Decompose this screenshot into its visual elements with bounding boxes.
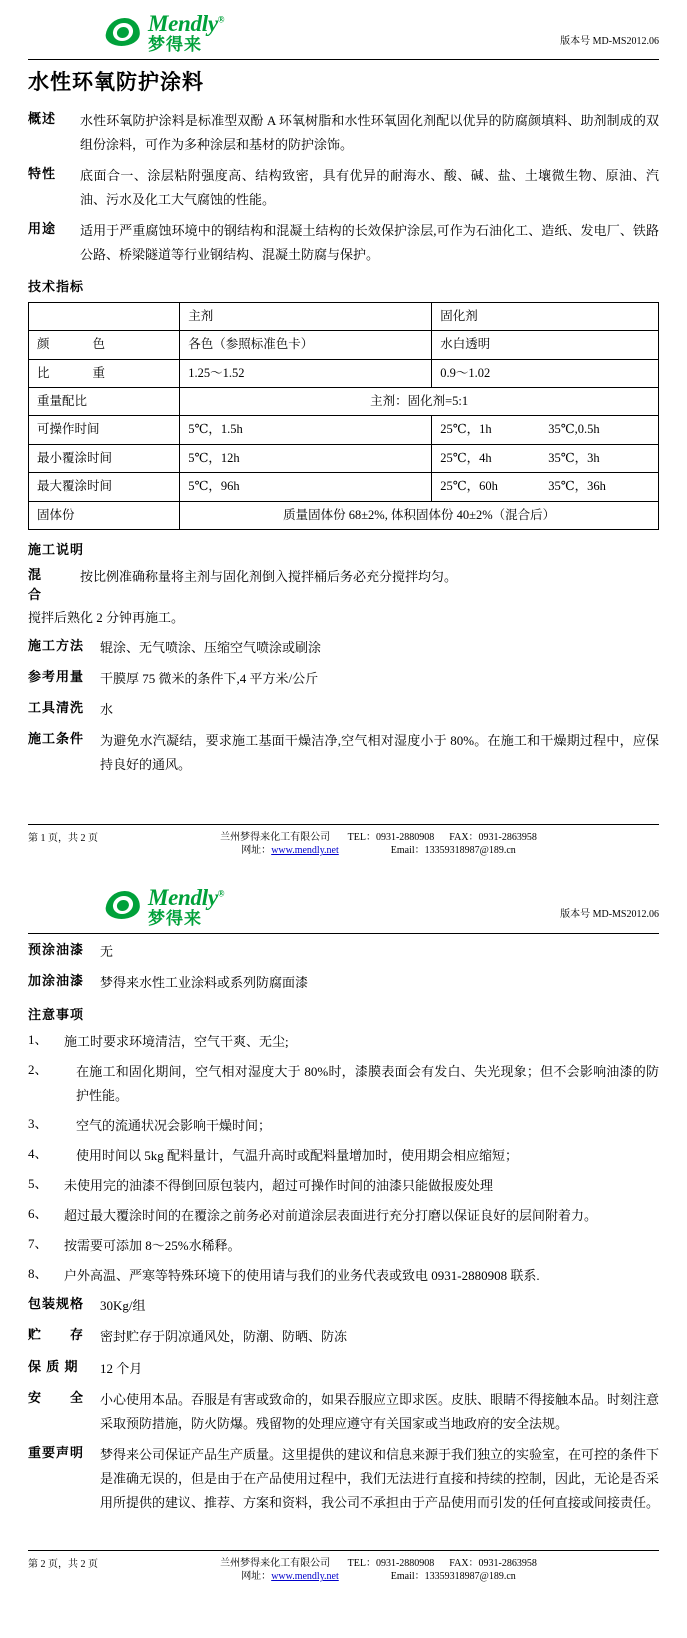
row-potlife-v1: 5℃，1.5h xyxy=(180,416,432,444)
page1-footer-line1 xyxy=(98,831,659,845)
note-item xyxy=(28,1030,659,1054)
section-uses xyxy=(28,219,659,267)
construction-method-label: 施工方法 xyxy=(28,637,85,653)
construction-mixing xyxy=(28,565,659,605)
note-number: 1、 xyxy=(28,1032,48,1047)
note-text: 使用时间以 5kg 配料量计，气温升高时或配料量增加时，使用期会相应缩短； xyxy=(76,1148,519,1164)
logo-name-cn: 梦得来 xyxy=(148,35,202,54)
construction-conditions xyxy=(28,729,659,777)
note-number: 4、 xyxy=(28,1146,48,1162)
disclaimer-label: 重要声明 xyxy=(28,1444,85,1460)
page1-footer-contact xyxy=(98,831,659,858)
row-potlife-v2: 25℃，1h xyxy=(440,422,492,437)
construction-cleaning-text: 水 xyxy=(100,701,114,717)
note-text: 户外高温、严寒等特殊环境下的使用请与我们的业务代表或致电 0931-2880908 联系. xyxy=(64,1268,540,1284)
leaf-logo-icon xyxy=(106,18,142,48)
website-link[interactable]: www.mendly.net xyxy=(271,1571,339,1583)
page2-footer-line1 xyxy=(98,1557,659,1571)
page2-header xyxy=(0,874,687,931)
shelf-life-label: 保 质 期 xyxy=(28,1358,79,1374)
table-header-base: 主剂 xyxy=(180,302,432,330)
row-minrecoat-rest xyxy=(432,444,659,472)
row-solids-value: 质量固体份 68±2%, 体积固体份 40±2%（混合后） xyxy=(180,501,659,529)
page1-fax: FAX：0931-2863958 xyxy=(449,831,537,843)
row-solids-label: 固体份 xyxy=(29,501,180,529)
pre-coat-label: 预涂油漆 xyxy=(28,941,85,957)
row-minrecoat-v2: 25℃，4h xyxy=(440,450,492,465)
note-number: 3、 xyxy=(28,1116,48,1132)
page2-tel: TEL：0931-2880908 xyxy=(347,1557,435,1569)
page2-footer-contact xyxy=(98,1557,659,1584)
section-features xyxy=(28,164,659,212)
section-overview xyxy=(28,109,659,157)
storage-text: 密封贮存于阴凉通风处，防潮、防晒、防冻 xyxy=(100,1329,348,1345)
section-overview-label: 概述 xyxy=(28,110,57,126)
safety-label: 安 全 xyxy=(28,1389,85,1405)
construction-coverage xyxy=(28,667,659,691)
footer-divider-page2 xyxy=(28,1550,659,1551)
pre-coat-row xyxy=(28,940,659,964)
page1-header xyxy=(0,0,687,57)
company-logo-page2 xyxy=(106,886,224,927)
construction-method-text: 辊涂、无气喷涂、压缩空气喷涂或刷涂 xyxy=(100,639,322,655)
note-text: 按需要可添加 8～25%水稀释。 xyxy=(64,1238,241,1254)
row-maxrecoat-v1: 5℃，96h xyxy=(180,473,432,501)
logo-name-en-page2: Mendly® xyxy=(148,884,225,910)
row-density-base: 1.25～1.52 xyxy=(180,359,432,387)
row-maxrecoat-rest xyxy=(432,473,659,501)
row-color-label: 颜 色 xyxy=(29,331,180,359)
page1-tel: TEL：0931-2880908 xyxy=(347,831,435,843)
row-minrecoat-v3: 35℃，3h xyxy=(548,450,600,465)
table-header-blank xyxy=(29,302,180,330)
construction-coverage-text: 干膜厚 75 微米的条件下,4 平方米/公斤 xyxy=(100,670,319,686)
top-coat-label: 加涂油漆 xyxy=(28,972,85,988)
packaging-text: 30Kg/组 xyxy=(100,1298,146,1314)
website-link[interactable]: www.mendly.net xyxy=(271,845,339,857)
page-title: 水性环氧防护涂料 xyxy=(28,70,204,94)
section-features-label: 特性 xyxy=(28,165,57,181)
construction-cleaning xyxy=(28,698,659,722)
row-maxrecoat-v2: 25℃，60h xyxy=(440,479,498,494)
page1-website: 网址：www.mendly.net xyxy=(241,845,339,857)
storage-label: 贮 存 xyxy=(28,1327,85,1343)
safety-text: 小心使用本品。吞服是有害或致命的，如果吞服应立即求医。皮肤、眼睛不得接触本品。时刻注意采取预防措施，防火防爆。残留物的处理应遵守有关国家或当地政府的安全法规。 xyxy=(100,1391,660,1431)
leaf-logo-icon xyxy=(106,891,142,921)
note-item xyxy=(28,1264,659,1288)
construction-cleaning-label: 工具清洗 xyxy=(28,699,85,715)
logo-text xyxy=(148,12,224,53)
table-row xyxy=(29,388,659,416)
note-text: 超过最大覆涂时间的在覆涂之前务必对前道涂层表面进行充分打磨以保证良好的层间附着力。 xyxy=(64,1208,598,1224)
table-row xyxy=(29,473,659,501)
row-color-base: 各色（参照标准色卡） xyxy=(180,331,432,359)
note-number: 2、 xyxy=(28,1062,48,1078)
construction-method xyxy=(28,636,659,660)
page2-website: 网址：www.mendly.net xyxy=(241,1571,339,1583)
note-text: 在施工和固化期间，空气相对湿度大于 80%时，漆膜表面会有发白、失光现象；但不会影响油漆的防护性能。 xyxy=(76,1064,659,1104)
note-number: 6、 xyxy=(28,1206,48,1222)
construction-mixing-text: 按比例准确称量将主剂与固化剂倒入搅拌桶后务必充分搅拌均匀。 xyxy=(80,569,458,585)
construction-mixing-note: 搅拌后熟化 2 分钟再施工。 xyxy=(28,610,185,626)
document-page-2 xyxy=(0,874,687,1590)
disclaimer-row xyxy=(28,1443,659,1515)
page2-footer xyxy=(0,1554,687,1584)
footer-divider-page1 xyxy=(28,824,659,825)
row-potlife-rest xyxy=(432,416,659,444)
page1-company: 兰州梦得来化工有限公司 xyxy=(220,831,331,843)
note-item xyxy=(28,1144,659,1168)
page1-footer-line2 xyxy=(98,844,659,858)
registered-mark: ® xyxy=(217,14,225,25)
row-maxrecoat-label: 最大覆涂时间 xyxy=(29,473,180,501)
logo-text-page2 xyxy=(148,886,224,927)
pre-coat-text: 无 xyxy=(100,943,114,959)
row-minrecoat-label: 最小覆涂时间 xyxy=(29,444,180,472)
construction-conditions-label: 施工条件 xyxy=(28,730,85,746)
packaging-row xyxy=(28,1294,659,1318)
version-label-page1: 版本号 MD-MS2012.06 xyxy=(560,35,659,47)
shelf-life-text: 12 个月 xyxy=(100,1360,143,1376)
page2-footer-line2 xyxy=(98,1570,659,1584)
header-divider-page1 xyxy=(28,59,659,60)
version-label-page2: 版本号 MD-MS2012.06 xyxy=(560,909,659,921)
note-item xyxy=(28,1060,659,1108)
row-potlife-v3: 35℃,0.5h xyxy=(548,422,600,437)
logo-name-cn-page2: 梦得来 xyxy=(148,908,202,928)
row-density-hardener: 0.9～1.02 xyxy=(432,359,659,387)
section-overview-text: 水性环氧防护涂料是标准型双酚 A 环氧树脂和水性环氧固化剂配以优异的防腐颜填料、助剂制成的双组份涂料，可作为多种涂层和基材的防护涂饰。 xyxy=(80,112,659,152)
row-potlife-label: 可操作时间 xyxy=(29,416,180,444)
table-header-row xyxy=(29,302,659,330)
note-text: 空气的流通状况会影响干燥时间； xyxy=(76,1118,272,1134)
section-uses-label: 用途 xyxy=(28,220,57,236)
note-item xyxy=(28,1114,659,1138)
header-divider-page2 xyxy=(28,933,659,934)
construction-title: 施工说明 xyxy=(28,541,85,557)
page1-email: Email：13359318987@189.cn xyxy=(390,845,516,857)
tech-spec-table xyxy=(28,302,659,530)
storage-row xyxy=(28,1325,659,1349)
construction-coverage-label: 参考用量 xyxy=(28,668,85,684)
note-text: 未使用完的油漆不得倒回原包装内，超过可操作时间的油漆只能做报废处理 xyxy=(64,1178,494,1194)
construction-conditions-text: 为避免水汽凝结，要求施工基面干燥洁净,空气相对湿度小于 80%。在施工和干燥期过程中，应保持良好的通风。 xyxy=(100,732,659,772)
section-features-text: 底面合一、涂层粘附强度高、结构致密，具有优异的耐海水、酸、碱、盐、土壤微生物、原油、汽油、污水及化工大气腐蚀的性能。 xyxy=(80,167,659,207)
row-density-label: 比 重 xyxy=(29,359,180,387)
table-row xyxy=(29,331,659,359)
row-color-hardener: 水白透明 xyxy=(432,331,659,359)
note-text: 施工时要求环境清洁，空气干爽、无尘; xyxy=(64,1034,289,1049)
page2-company: 兰州梦得来化工有限公司 xyxy=(220,1557,331,1569)
disclaimer-text: 梦得来公司保证产品生产质量。这里提供的建议和信息来源于我们独立的实验室，在可控的条件下是准确无误的，但是由于在产品使用过程中，我们无法进行直接和持续的控制，因此，无论是否采用所提供的建议、推荐、方案和资料，我公司不承担由于产品使用而引发的任何直接或间接责任。 xyxy=(100,1446,660,1510)
page1-footer xyxy=(0,828,687,858)
page2-fax: FAX：0931-2863958 xyxy=(449,1557,537,1569)
company-logo xyxy=(106,12,224,53)
row-ratio-value: 主剂：固化剂=5:1 xyxy=(180,388,659,416)
tech-spec-title: 技术指标 xyxy=(28,278,85,294)
note-item xyxy=(28,1234,659,1258)
note-item xyxy=(28,1204,659,1228)
shelf-life-row xyxy=(28,1357,659,1381)
table-row xyxy=(29,359,659,387)
logo-name-en: Mendly® xyxy=(148,11,225,36)
top-coat-text: 梦得来水性工业涂料或系列防腐面漆 xyxy=(100,974,309,990)
packaging-label: 包装规格 xyxy=(28,1296,85,1312)
page1-page-number: 第 1 页，共 2 页 xyxy=(28,832,98,844)
construction-mixing-label: 混 合 xyxy=(28,567,71,603)
note-number: 5、 xyxy=(28,1176,48,1192)
table-row xyxy=(29,416,659,444)
section-uses-text: 适用于严重腐蚀环境中的钢结构和混凝土结构的长效保护涂层,可作为石油化工、造纸、发电厂、铁路公路、桥梁隧道等行业钢结构、混凝土防腐与保护。 xyxy=(80,222,659,262)
row-minrecoat-v1: 5℃，12h xyxy=(180,444,432,472)
note-item xyxy=(28,1174,659,1198)
safety-row xyxy=(28,1388,659,1436)
note-number: 8、 xyxy=(28,1266,48,1282)
page2-page-number: 第 2 页，共 2 页 xyxy=(28,1558,98,1570)
page2-email: Email：13359318987@189.cn xyxy=(390,1571,516,1583)
notes-title: 注意事项 xyxy=(28,1006,85,1022)
row-maxrecoat-v3: 35℃，36h xyxy=(548,479,606,494)
note-number: 7、 xyxy=(28,1236,48,1252)
table-row xyxy=(29,501,659,529)
row-ratio-label: 重量配比 xyxy=(29,388,180,416)
registered-mark: ® xyxy=(217,888,225,899)
table-row xyxy=(29,444,659,472)
table-header-hardener: 固化剂 xyxy=(432,302,659,330)
top-coat-row xyxy=(28,971,659,995)
